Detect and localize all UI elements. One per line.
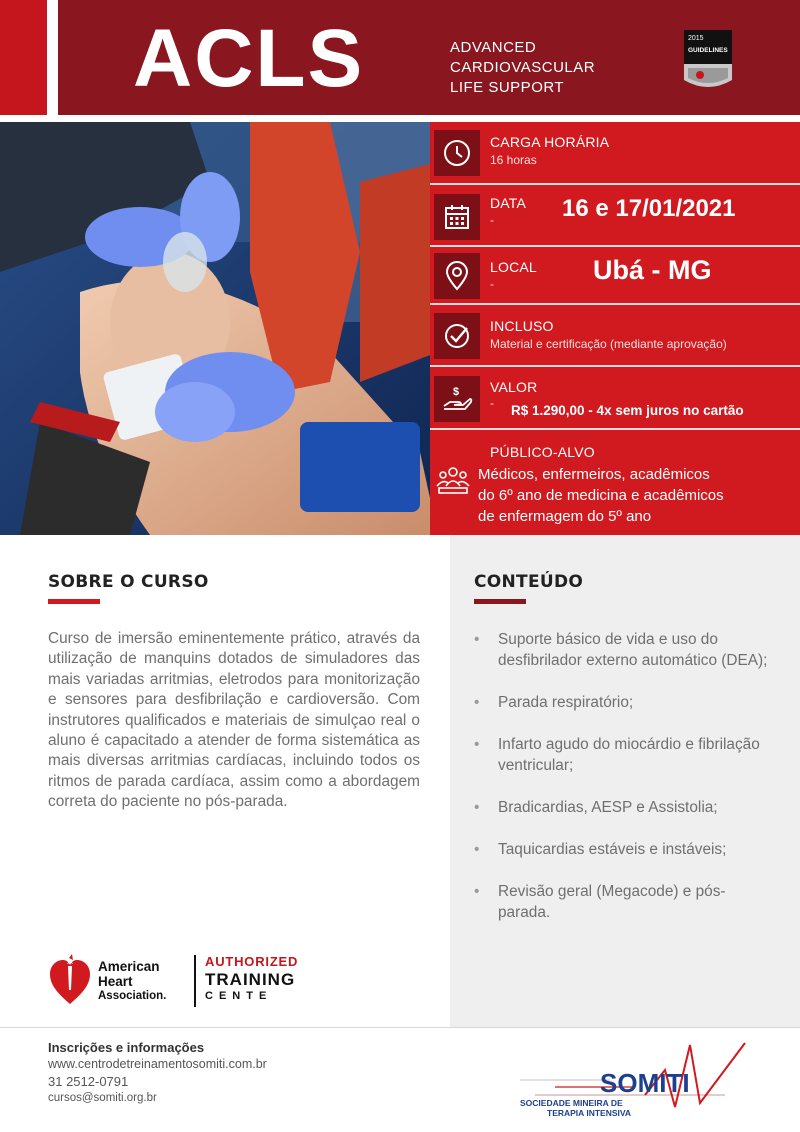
about-accent-bar [48,599,100,604]
subtitle-line: CARDIOVASCULAR [450,59,596,76]
list-item [474,881,774,923]
subtitle-line: ADVANCED [450,39,537,56]
list-item-text: Taquicardias estáveis e instáveis; [498,841,727,858]
header-accent-block [0,0,47,115]
about-title: SOBRE O CURSO [48,572,209,592]
calendar-icon [434,194,480,240]
content-list [474,629,774,944]
audience-line: do 6º ano de medicina e acadêmicos [478,487,724,504]
list-item [474,734,774,776]
photo-illustration [0,122,438,535]
somiti-line1: SOCIEDADE MINEIRA DE [520,1098,623,1108]
website-link[interactable]: www.centrodetreinamentosomiti.com.br [48,1057,267,1071]
info-label: CARGA HORÁRIA [490,134,610,150]
guidelines-badge [682,28,734,94]
somiti-logo [515,1035,765,1120]
badge-year: 2015 [688,35,704,42]
money-hand-icon [434,376,480,422]
bullet: • [474,736,480,753]
training-label: TRAINING [205,970,296,989]
aha-name-line: American [98,959,160,974]
subtitle-line: LIFE SUPPORT [450,79,565,96]
info-value: 16 horas [490,153,537,167]
content-accent-bar [474,599,526,604]
bullet: • [474,694,480,711]
info-dash: - [490,277,494,291]
aha-name-line: Association. [98,990,167,1002]
info-label: INCLUSO [490,318,554,334]
contact-info [48,1039,408,1107]
somiti-line2: TERAPIA INTENSIVA [547,1108,632,1118]
contact-title: Inscrições e informações [48,1040,205,1055]
page-title: ACLS [133,13,365,104]
info-row-publico [430,430,800,535]
bullet: • [474,799,480,816]
heart-torch-icon [48,952,92,1008]
content-title: CONTEÚDO [474,572,584,592]
course-info-panel [430,122,800,535]
list-item [474,839,774,860]
info-label: LOCAL [490,259,537,275]
group-icon [430,457,476,503]
about-text: Curso de imersão eminentemente prático, através da utilização de manquins dotados de simuladores das mais variadas arritmias, eletrodos para monitorização e sensores para desfibrilação e cardioversão. Com instrutores qualificados e materiais de simulçao real o aluno é capacitado a atender de forma sistemática as mais diversas arritmias cardíacas, incluindo todos os ritmos de parada cardíaca, assim como a abordagem correta do paciente no pós-parada. [48,630,420,811]
cpr-training-photo [0,122,438,535]
list-item-text: Bradicardias, AESP e Assistolia; [498,799,718,816]
aha-logo [48,952,308,1012]
aha-separator [194,955,196,1007]
header [0,0,800,122]
info-label: DATA [490,195,527,211]
list-item [474,629,774,671]
info-dash: - [490,213,494,227]
list-item [474,692,774,713]
svg-text:$: $ [453,386,460,398]
aha-name [98,959,166,1004]
info-row-carga [430,122,800,185]
info-value: Material e certificação (mediante aprovação) [490,337,727,351]
check-badge-icon [434,313,480,359]
phone-number: 31 2512-0791 [48,1074,129,1089]
course-price: R$ 1.290,00 - 4x sem juros no cartão [511,403,744,418]
info-dash: - [490,396,494,410]
center-label: CENTE [205,990,273,1002]
list-item-text: Infarto agudo do miocárdio e fibrilação ventricular; [498,736,760,774]
target-audience [478,464,724,527]
bullet: • [474,883,480,900]
footer-divider [0,1027,800,1028]
somiti-name: SOMITI [600,1068,690,1098]
bullet: • [474,841,480,858]
list-item-text: Suporte básico de vida e uso do desfibrilador externo automático (DEA); [498,631,768,669]
authorized-label: AUTHORIZED [205,954,299,969]
bullet: • [474,631,480,648]
info-label: PÚBLICO-ALVO [490,444,595,460]
email-link[interactable]: cursos@somiti.org.br [48,1092,157,1104]
audience-line: de enfermagem do 5º ano [478,508,652,525]
event-location: Ubá - MG [593,255,712,285]
list-item-text: Parada respiratório; [498,694,634,711]
info-row-valor [430,367,800,430]
clock-icon [434,130,480,176]
somiti-logo-graphic [515,1035,765,1120]
badge-label: GUIDELINES [688,47,728,54]
event-date: 16 e 17/01/2021 [562,195,736,222]
info-label: VALOR [490,379,538,395]
aha-name-line: Heart [98,974,133,989]
page-subtitle [450,38,595,98]
list-item [474,797,774,818]
info-row-incluso [430,305,800,367]
list-item-text: Revisão geral (Megacode) e pós-parada. [498,883,726,921]
map-pin-icon [434,253,480,299]
info-row-local [430,247,800,305]
audience-line: Médicos, enfermeiros, acadêmicos [478,466,710,483]
info-row-data [430,185,800,247]
